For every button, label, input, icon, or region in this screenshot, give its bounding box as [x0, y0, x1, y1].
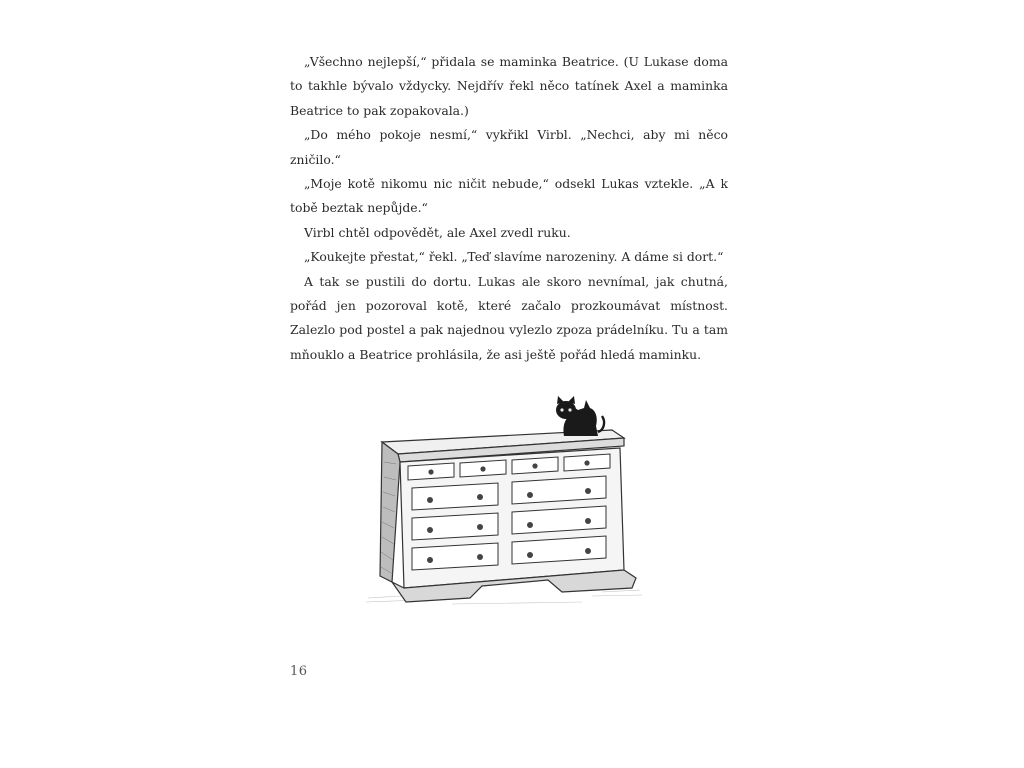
- page-number: 16: [290, 664, 308, 679]
- paragraph: „Do mého pokoje nesmí,“ vykřikl Virbl. „Nechci, aby mi něco zničilo.“: [290, 127, 728, 167]
- kitten: [556, 396, 604, 436]
- paragraph: „Moje kotě nikomu nic ničit nebude,“ odsekl Lukas vztekle. „A k tobě beztak nepůjde.“: [290, 176, 728, 216]
- body-text: [290, 50, 728, 367]
- paragraph: Virbl chtěl odpovědět, ale Axel zvedl ruku.: [304, 224, 571, 240]
- paragraph: „Všechno nejlepší,“ přidala se maminka Beatrice. (U Lukase doma to takhle bývalo vždycky. Nejdřív řekl něco tatínek Axel a maminka Beatrice to pak zopakovala.): [290, 54, 728, 118]
- dresser-with-kitten-illustration: [362, 392, 644, 614]
- paragraph: „Koukejte přestat,“ řekl. „Teď slavíme narozeniny. A dáme si dort.“: [304, 249, 724, 265]
- paragraph: A tak se pustili do dortu. Lukas ale skoro nevnímal, jak chutná, pořád jen pozoroval kotě, které začalo prozkoumávat místnost. Zalezlo pod postel a pak najednou vylezlo zpoza prádelníku. Tu a tam mňouklo a Beatrice prohlásila, že asi ještě pořád hledá maminku.: [290, 273, 728, 362]
